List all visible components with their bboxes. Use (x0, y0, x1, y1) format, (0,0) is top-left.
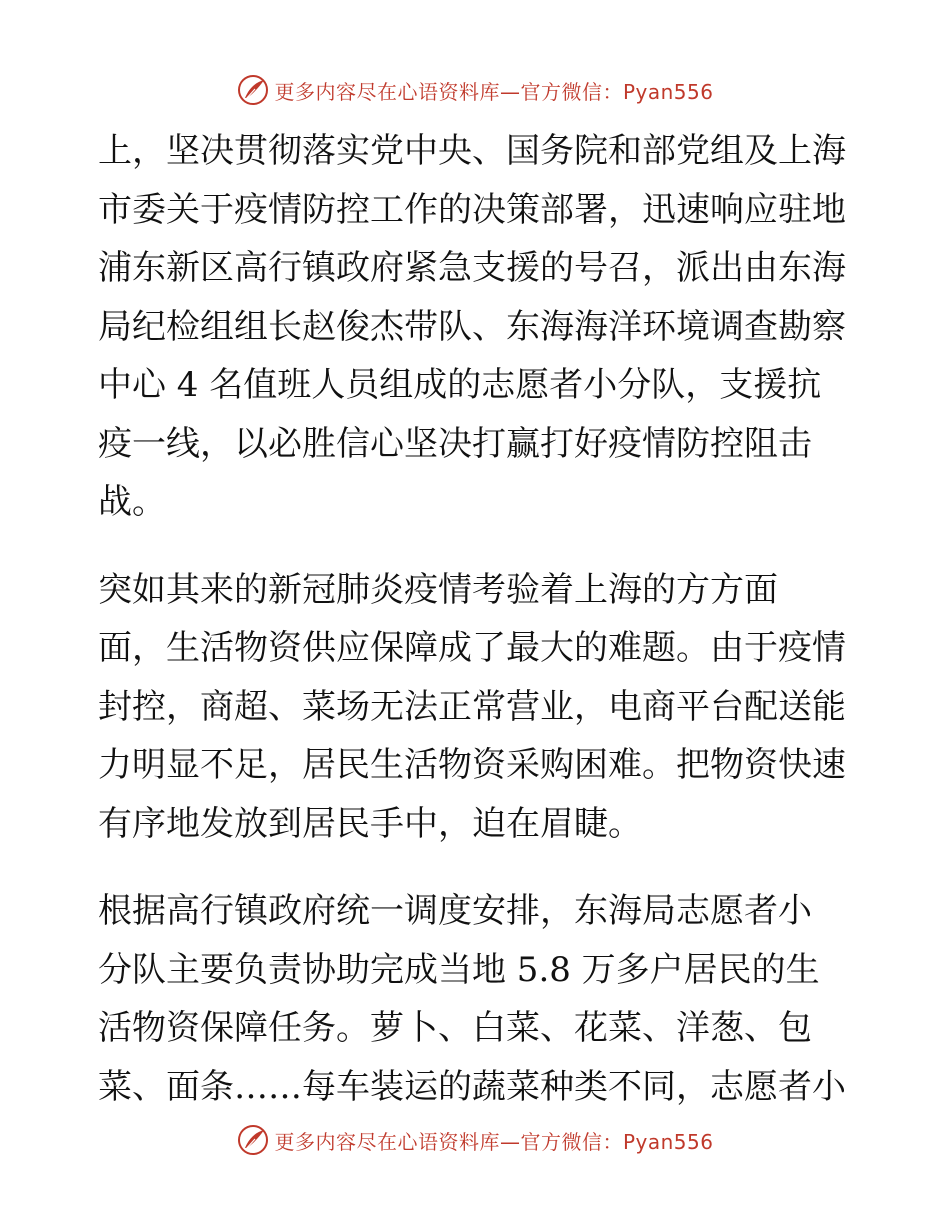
text-line: 封控，商超、菜场无法正常营业，电商平台配送能 (98, 686, 846, 727)
watermark-text: 更多内容尽在心语资料库—官方微信：Pyan556 (274, 79, 714, 104)
text-line: 有序地发放到居民手中，迫在眉睫。 (98, 803, 642, 844)
text-line: 市委关于疫情防控工作的决策部署，迅速响应驻地 (98, 189, 846, 230)
feather-logo-icon (236, 73, 270, 107)
footer-watermark (0, 1120, 950, 1160)
text-line: 分队主要负责协助完成当地 5.8 万多户居民的生 (98, 949, 820, 990)
text-line: 突如其来的新冠肺炎疫情考验着上海的方方面 (98, 569, 778, 610)
text-line: 局纪检组组长赵俊杰带队、东海海洋环境调查勘察 (98, 306, 846, 347)
watermark-text: 更多内容尽在心语资料库—官方微信：Pyan556 (274, 1129, 714, 1154)
text-line: 疫一线，以必胜信心坚决打赢打好疫情防控阻击 (98, 423, 812, 464)
text-line: 力明显不足，居民生活物资采购困难。把物资快速 (98, 745, 846, 785)
text-line: 菜、面条……每车装运的蔬菜种类不同，志愿者小 (98, 1066, 846, 1107)
paragraph (98, 561, 858, 854)
text-line: 中心 4 名值班人员组成的志愿者小分队，支援抗 (98, 365, 822, 405)
paragraph (98, 122, 858, 532)
header-watermark (0, 70, 950, 110)
text-line: 战。 (98, 482, 166, 522)
feather-logo-icon (236, 1123, 270, 1157)
text-line: 面，生活物资供应保障成了最大的难题。由于疫情 (98, 628, 846, 668)
document-body (98, 122, 858, 1116)
text-line: 浦东新区高行镇政府紧急支援的号召，派出由东海 (98, 248, 846, 288)
paragraph (98, 882, 858, 1116)
text-line: 活物资保障任务。萝卜、白菜、花菜、洋葱、包 (98, 1008, 812, 1048)
text-line: 上，坚决贯彻落实党中央、国务院和部党组及上海 (98, 131, 846, 171)
text-line: 根据高行镇政府统一调度安排，东海局志愿者小 (98, 891, 812, 931)
